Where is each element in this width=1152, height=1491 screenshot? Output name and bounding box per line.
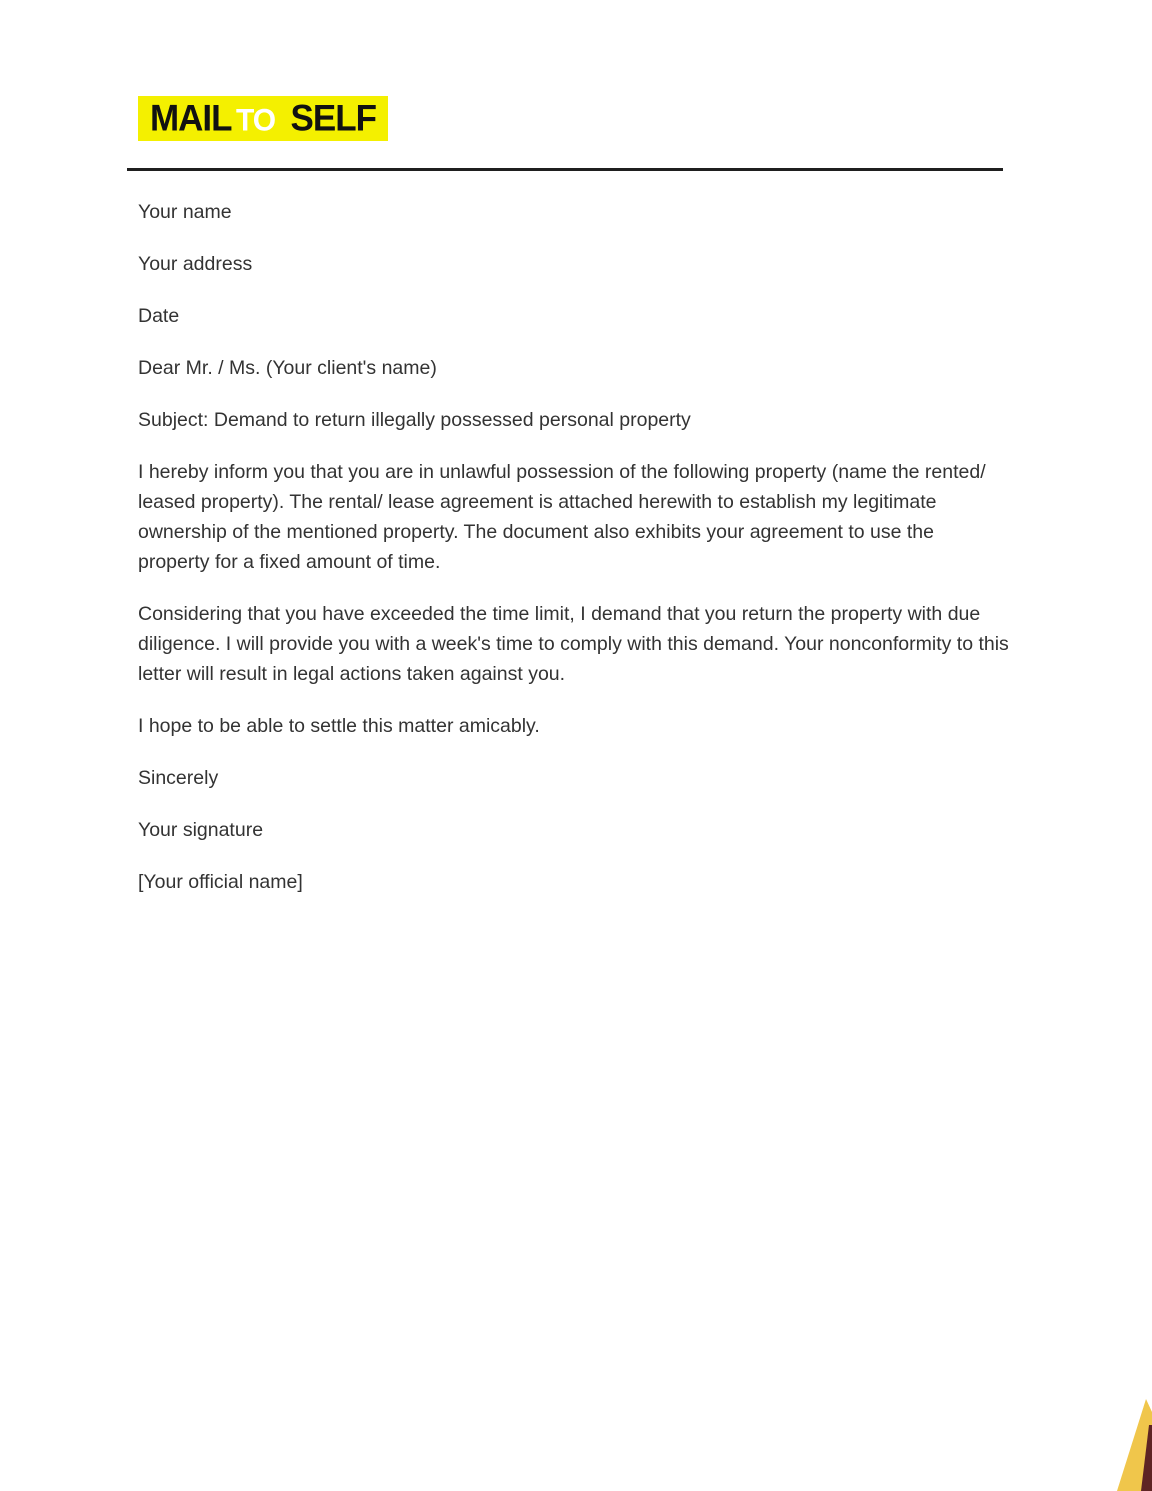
paragraph-1: I hereby inform you that you are in unlawful possession of the following property (name the rented/ leased property). The rental/ lease agreement is attached herewith to establish my legitimate ownership of the mentioned property. The document also exhibits your agreement to use the property for a fixed amount of time. xyxy=(138,461,986,573)
corner-ribbon-maroon-band xyxy=(1141,1425,1152,1491)
corner-ribbon-decoration xyxy=(1092,1391,1152,1491)
mail-to-self-logo xyxy=(138,96,388,141)
paragraph-2: Considering that you have exceeded the time limit, I demand that you return the property with due diligence. I will provide you with a week's time to comply with this demand. Your nonconformity to this letter will result in legal actions taken against you. xyxy=(138,603,1009,685)
paragraph-3: I hope to be able to settle this matter amicably. xyxy=(138,715,540,737)
logo-word-self: SELF xyxy=(290,98,376,139)
sender-address: Your address xyxy=(138,253,253,275)
sender-name: Your name xyxy=(138,201,232,223)
subject-line: Subject: Demand to return illegally possessed personal property xyxy=(138,409,691,431)
header-divider xyxy=(127,168,1003,171)
letter-body xyxy=(138,197,1010,919)
corner-ribbon-yellow-band xyxy=(1117,1399,1152,1491)
official-name: [Your official name] xyxy=(138,871,303,893)
closing: Sincerely xyxy=(138,767,219,789)
signature-line: Your signature xyxy=(138,819,264,841)
logo-word-mail: MAIL xyxy=(150,98,232,139)
logo-word-to: TO xyxy=(235,103,276,138)
salutation: Dear Mr. / Ms. (Your client's name) xyxy=(138,357,437,379)
letter-date: Date xyxy=(138,305,180,327)
